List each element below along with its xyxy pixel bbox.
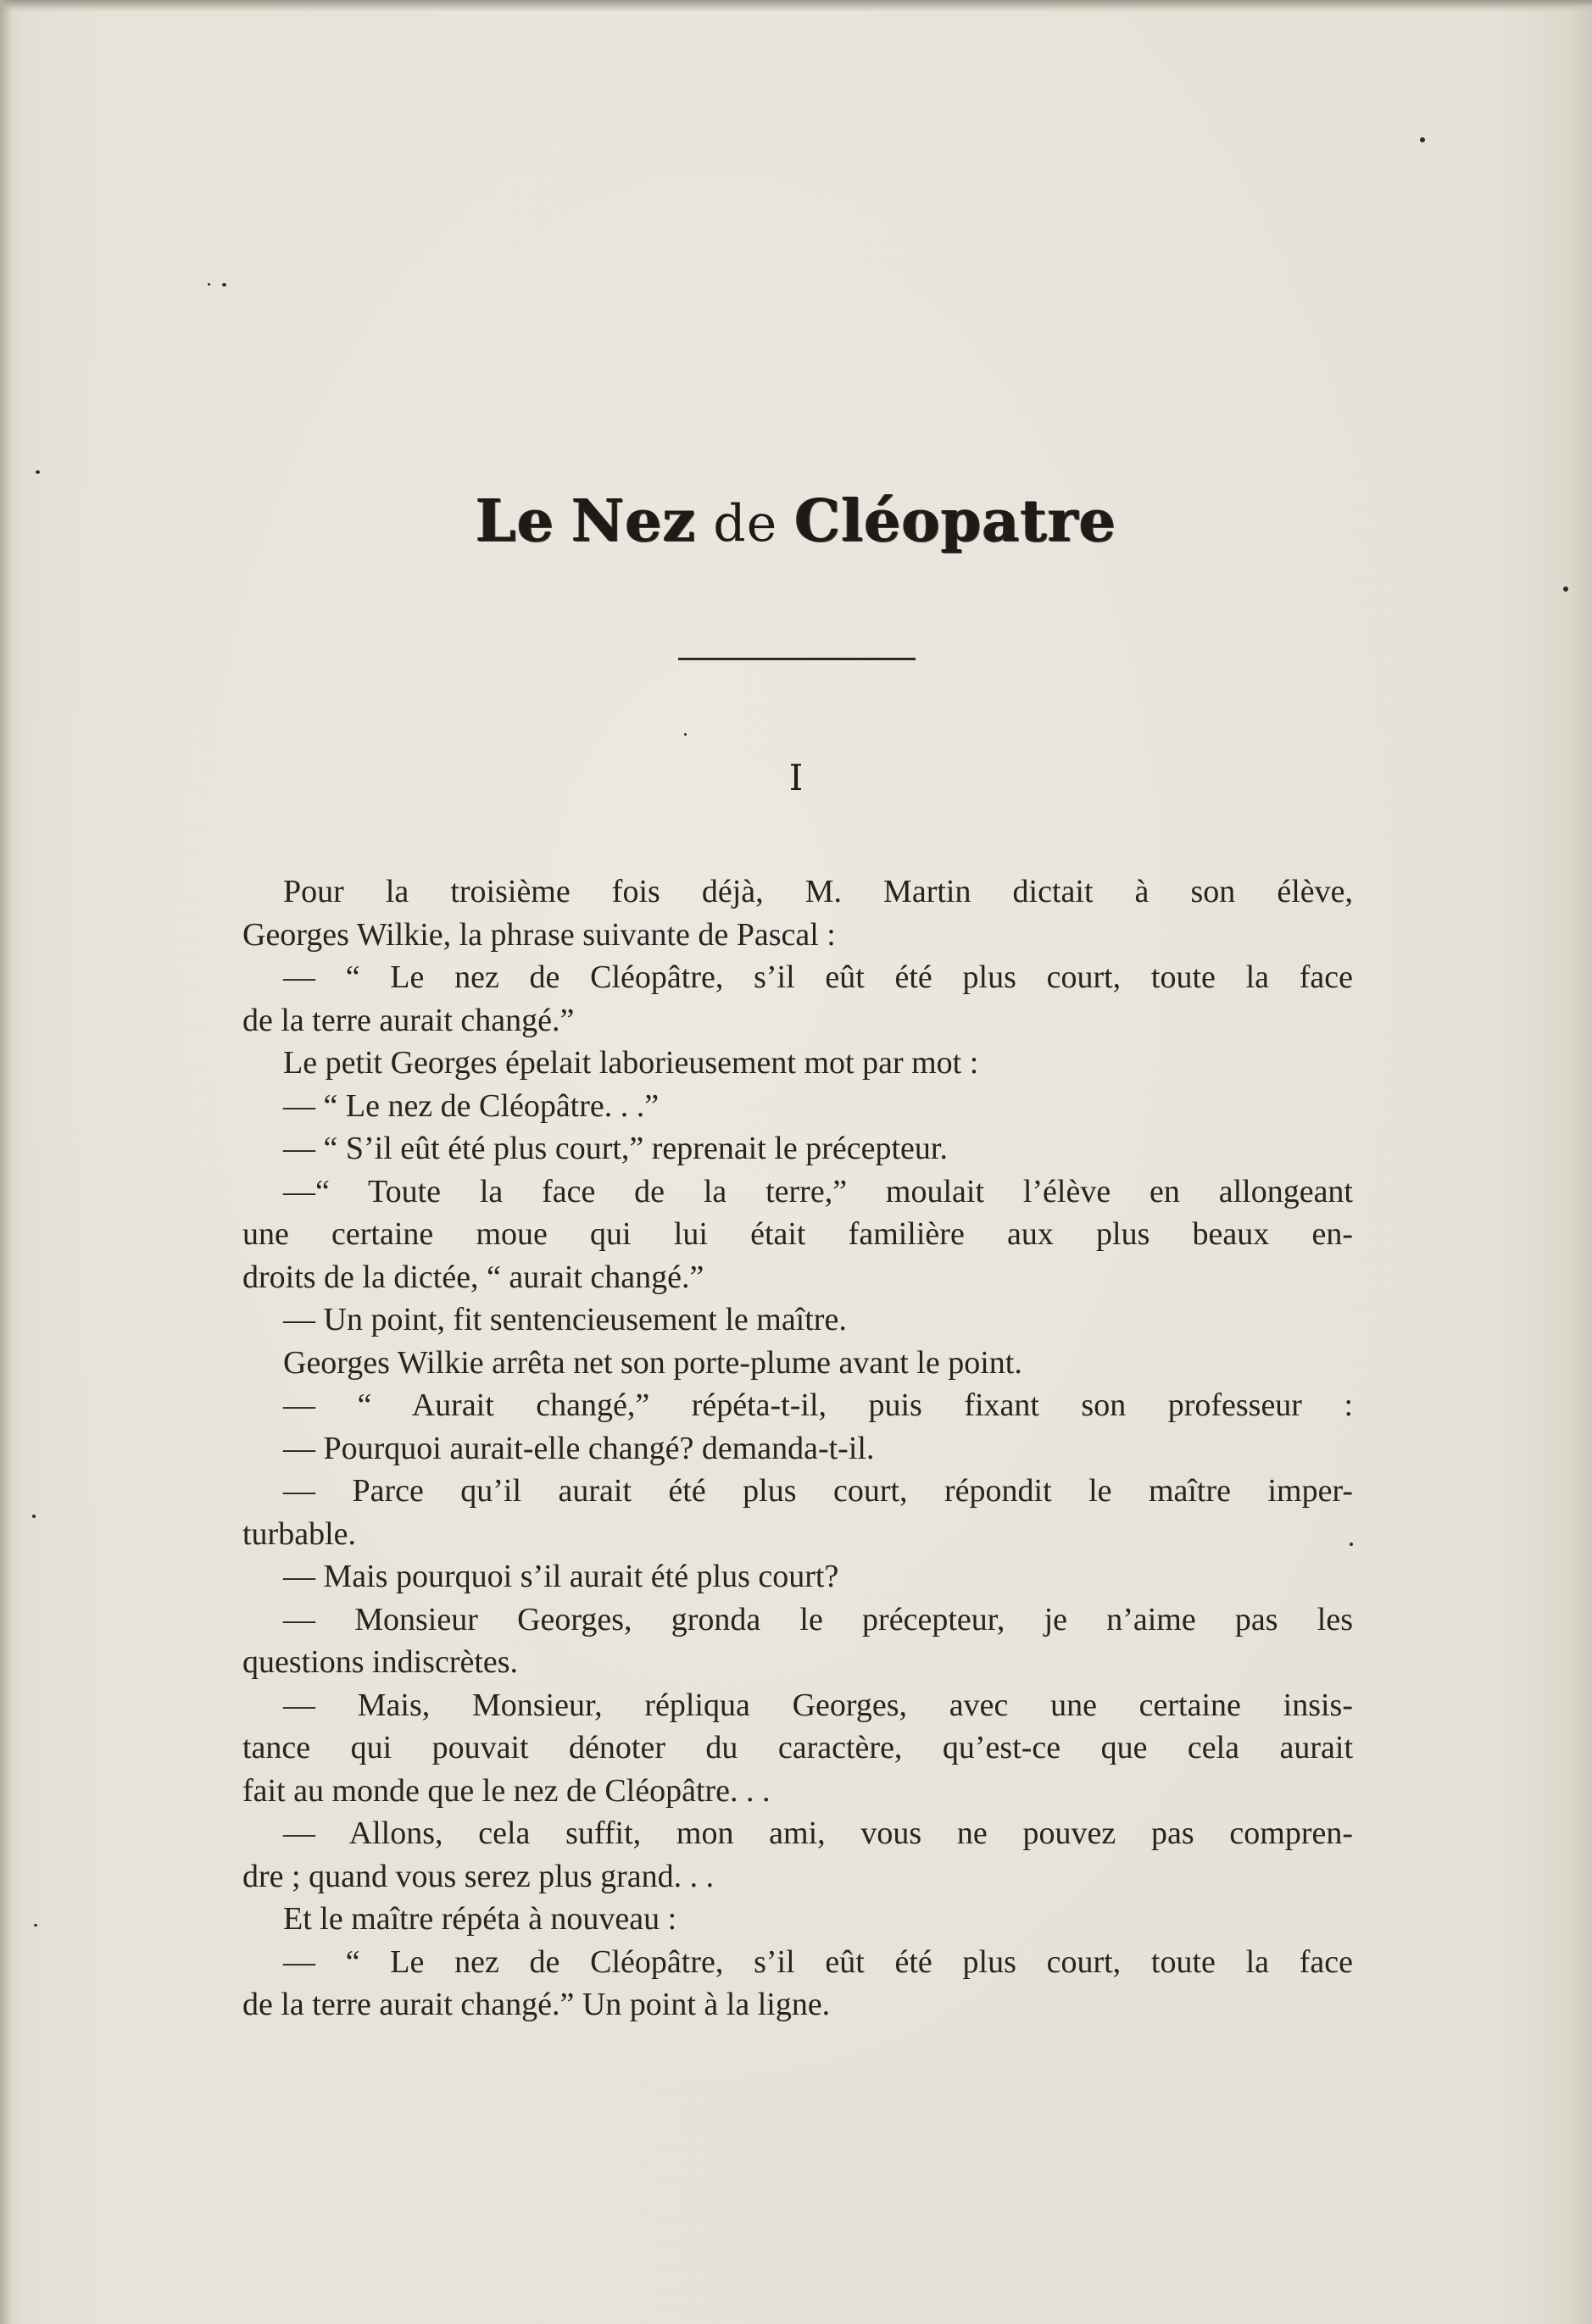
text-line: tance qui pouvait dénoter du caractère, qu’est-ce que cela aurait	[242, 1730, 1353, 1765]
ink-speck	[36, 470, 40, 474]
ink-speck	[32, 1515, 36, 1518]
text-line: de la terre aurait changé.”	[242, 1002, 575, 1038]
text-line: questions indiscrètes.	[242, 1644, 519, 1680]
title-rule	[678, 658, 916, 660]
text-line: — “ S’il eût été plus court,” reprenait le précepteur.	[283, 1131, 948, 1166]
text-line: Georges Wilkie arrêta net son porte-plume avant le point.	[283, 1344, 1022, 1381]
title-word: Le	[476, 487, 555, 555]
page-left-edge	[0, 0, 12, 2324]
text-line: Georges Wilkie, la phrase suivante de Pascal :	[242, 916, 836, 953]
body-text	[242, 870, 1353, 2027]
text-line: droits de la dictée, “ aurait changé.”	[242, 1259, 704, 1295]
title-word: Nez	[571, 487, 697, 555]
ink-speck	[1563, 587, 1568, 592]
text-line: turbable.	[242, 1515, 357, 1552]
text-line: — “ Le nez de Cléopâtre, s’il eût été plus court, toute la face	[283, 1943, 1353, 1980]
page-top-edge	[0, 0, 1592, 12]
text-line: — Pourquoi aurait-elle changé? demanda-t-il.	[283, 1430, 875, 1466]
ink-speck	[222, 283, 226, 286]
title-word: Cléopatre	[794, 487, 1116, 555]
text-line: — Un point, fit sentencieusement le maître.	[283, 1302, 847, 1337]
text-line: Le petit Georges épelait laborieusement mot par mot :	[283, 1045, 979, 1081]
text-line: — “ Le nez de Cléopâtre. . .”	[283, 1087, 660, 1124]
text-line: de la terre aurait changé.” Un point à la ligne.	[242, 1987, 831, 2022]
text-line: Et le maître répéta à nouveau :	[283, 1901, 677, 1937]
ink-speck	[34, 1924, 37, 1926]
text-line: — Monsieur Georges, gronda le précepteur, je n’aime pas les	[283, 1601, 1353, 1637]
ink-speck	[684, 733, 687, 736]
text-line: —“ Toute la face de la terre,” moulait l’élève en allongeant	[283, 1173, 1353, 1209]
ink-speck	[208, 283, 210, 286]
title-word: de	[713, 494, 778, 553]
text-line: — Mais, Monsieur, répliqua Georges, avec une certaine insis-	[283, 1687, 1353, 1723]
text-line: — “ Aurait changé,” répéta-t-il, puis fixant son professeur :	[283, 1387, 1353, 1423]
ink-speck	[1420, 137, 1425, 142]
text-line: Pour la troisième fois déjà, M. Martin dictait à son élève,	[283, 874, 1353, 909]
text-line: une certaine moue qui lui était familière aux plus beaux en-	[242, 1216, 1353, 1252]
page-title	[0, 483, 1592, 562]
chapter-number: I	[788, 757, 804, 798]
text-line: — Allons, cela suffit, mon ami, vous ne pouvez pas compren-	[283, 1815, 1353, 1851]
text-line: fait au monde que le nez de Cléopâtre. . .	[242, 1772, 771, 1809]
text-line: — Mais pourquoi s’il aurait été plus court?	[283, 1559, 839, 1594]
text-line: — Parce qu’il aurait été plus court, répondit le maître imper-	[283, 1473, 1353, 1509]
text-line: — “ Le nez de Cléopâtre, s’il eût été plus court, toute la face	[283, 959, 1353, 995]
text-line: dre ; quand vous serez plus grand. . .	[242, 1858, 715, 1894]
